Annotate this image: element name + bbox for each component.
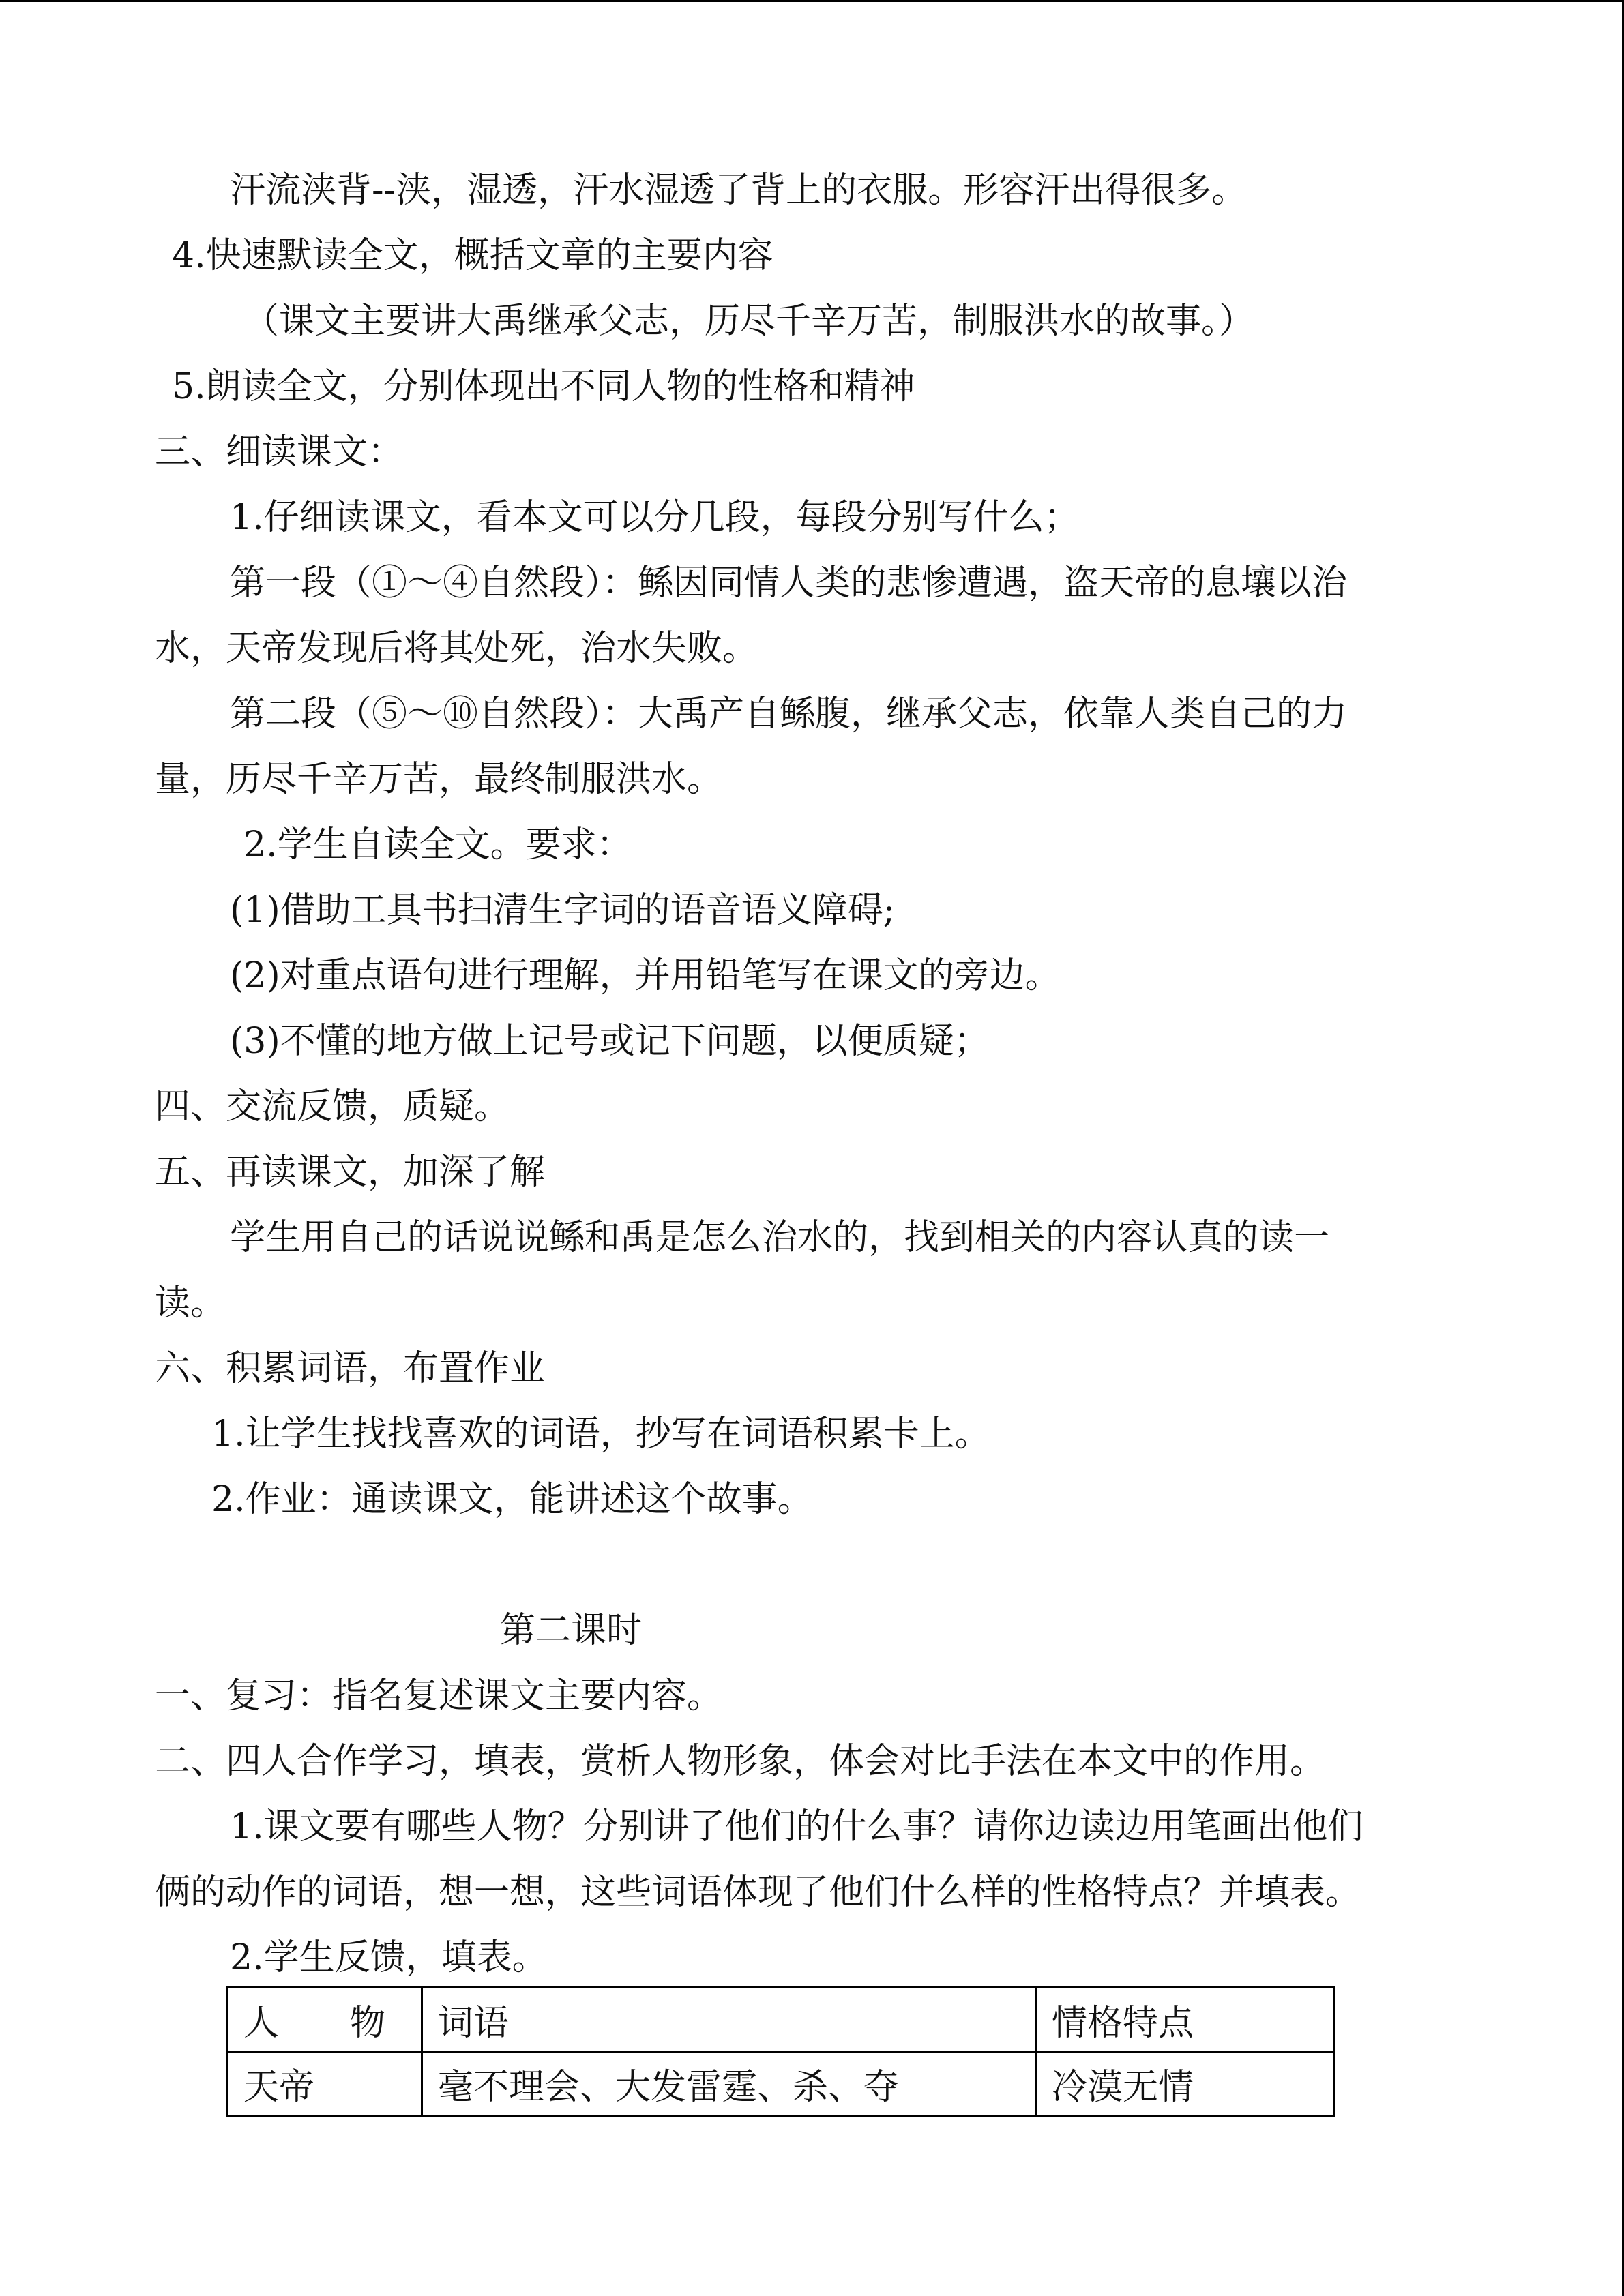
paragraph-line: 学生用自己的话说说鲧和禹是怎么治水的，找到相关的内容认真的读一 — [230, 1217, 1330, 1258]
paragraph-line: 第一段（①～④自然段）：鲧因同情人类的悲惨遭遇，盗天帝的息壤以治 — [230, 563, 1348, 603]
list-item: (3)不懂的地方做上记号或记下问题，以便质疑； — [230, 1021, 990, 1062]
paragraph-line: 2.学生自读全文。要求： — [243, 824, 632, 865]
paragraph-line: 2.学生反馈，填表。 — [230, 1937, 548, 1978]
header-traits: 情格特点 — [1036, 1988, 1334, 2052]
character-table — [226, 1986, 1335, 2117]
paragraph-line: 水，天帝发现后将其处死，治水失败。 — [155, 628, 758, 669]
section-5-heading: 五、再读课文，加深了解 — [155, 1152, 546, 1193]
paragraph-line: 读。 — [155, 1283, 226, 1324]
lesson-2-title: 第二课时 — [500, 1610, 643, 1651]
header-words: 词语 — [422, 1988, 1036, 2052]
section-2-heading: 二、四人合作学习，填表，赏析人物形象，体会对比手法在本文中的作用。 — [155, 1741, 1326, 1782]
list-item: 2.作业：通读课文，能讲述这个故事。 — [211, 1479, 813, 1520]
list-item: (1)借助工具书扫清生字词的语音语义障碍; — [230, 890, 896, 931]
paragraph-line: 量，历尽千辛万苦，最终制服洪水。 — [155, 759, 723, 800]
section-6-heading: 六、积累词语，布置作业 — [155, 1348, 546, 1389]
step-5-heading: 5.朗读全文，分别体现出不同人物的性格和精神 — [172, 366, 915, 407]
paragraph-line: 1.仔细读课文，看本文可以分几段，每段分别写什么； — [230, 497, 1080, 538]
paragraph-line: 俩的动作的词语，想一想，这些词语体现了他们什么样的性格特点？并填表。 — [155, 1872, 1361, 1913]
table-header-row — [228, 1988, 1334, 2052]
vocab-note-line: 汗流浃背--浃，湿透，汗水湿透了背上的衣服。形容汗出得很多。 — [230, 170, 1247, 211]
list-item: (2)对重点语句进行理解，并用铅笔写在课文的旁边。 — [230, 955, 1061, 996]
table-row — [228, 2052, 1334, 2116]
paragraph-line: 第二段（⑤～⑩自然段）：大禹产自鲧腹，继承父志，依靠人类自己的力 — [230, 694, 1348, 734]
section-3-heading: 三、细读课文： — [155, 432, 404, 473]
step-4-answer: （课文主要讲大禹继承父志，历尽千辛万苦，制服洪水的故事。） — [243, 301, 1255, 342]
header-character: 人 物 — [228, 1988, 422, 2052]
cell-character: 天帝 — [228, 2052, 422, 2116]
cell-traits: 冷漠无情 — [1036, 2052, 1334, 2116]
section-1-heading: 一、复习：指名复述课文主要内容。 — [155, 1675, 723, 1716]
section-4-heading: 四、交流反馈，质疑。 — [155, 1086, 510, 1127]
step-4-heading: 4.快速默读全文，概括文章的主要内容 — [172, 235, 773, 276]
cell-words: 毫不理会、大发雷霆、杀、夺 — [422, 2052, 1036, 2116]
paragraph-line: 1.课文要有哪些人物？分别讲了他们的什么事？请你边读边用笔画出他们 — [230, 1806, 1363, 1847]
list-item: 1.让学生找找喜欢的词语，抄写在词语积累卡上。 — [211, 1414, 990, 1455]
